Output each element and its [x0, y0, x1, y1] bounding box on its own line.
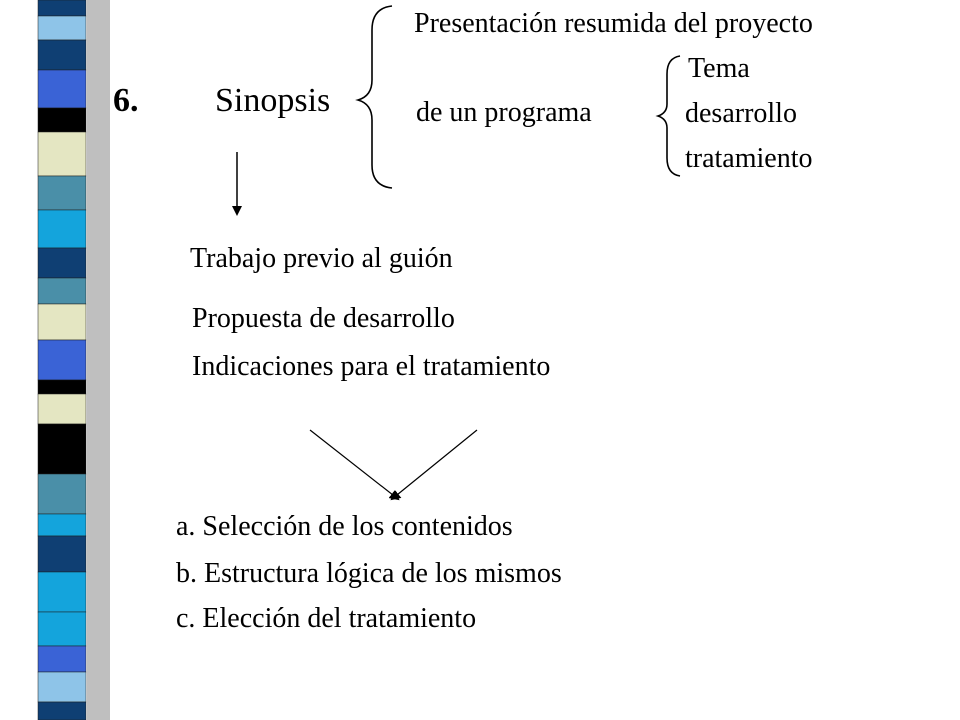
- small-curly-brace: [658, 56, 680, 176]
- slide-number: 6.: [113, 82, 139, 119]
- slide-title: Sinopsis: [215, 82, 331, 119]
- converging-arrow-left: [310, 430, 398, 499]
- converging-arrow-right: [392, 430, 477, 499]
- point-tratamiento: Indicaciones para el tratamiento: [192, 351, 551, 382]
- prework-text: Trabajo previo al guión: [190, 243, 453, 274]
- branch-top-text: Presentación resumida del proyecto: [414, 8, 813, 39]
- result-item-a: a. Selección de los contenidos: [176, 511, 513, 542]
- sub-item-tema: Tema: [688, 53, 750, 84]
- result-item-c: c. Elección del tratamiento: [176, 603, 477, 634]
- large-curly-brace: [358, 6, 392, 188]
- point-desarrollo: Propuesta de desarrollo: [192, 303, 455, 334]
- sub-item-desarrollo: desarrollo: [685, 98, 797, 129]
- branch-bottom-text: de un programa: [416, 97, 592, 128]
- result-item-b: b. Estructura lógica de los mismos: [176, 558, 562, 589]
- sub-item-tratamiento: tratamiento: [685, 143, 813, 174]
